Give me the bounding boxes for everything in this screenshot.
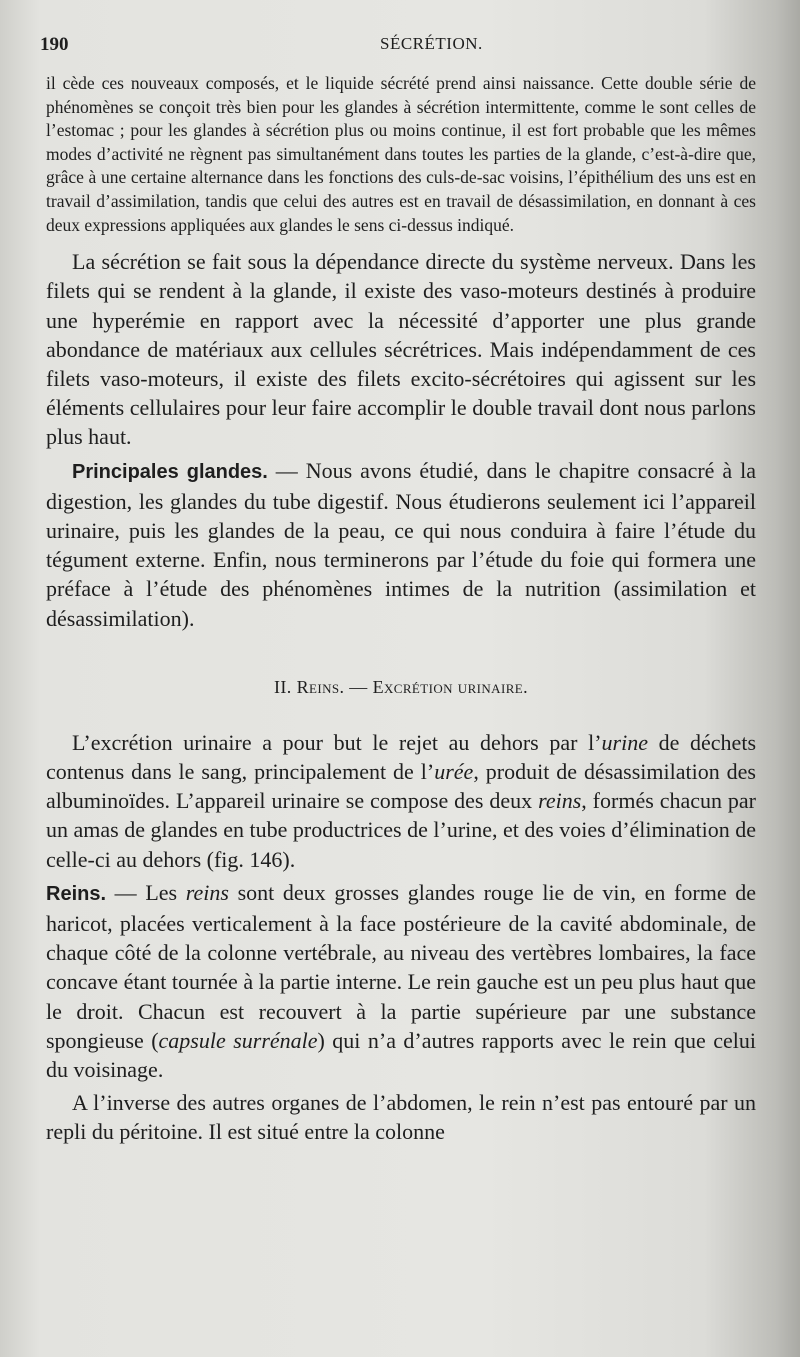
text-run: de déchets contenus dans le sang, principalement de l’ <box>46 729 757 784</box>
section-number: II. <box>273 676 292 697</box>
paragraph-continuation: il cède ces nouveaux composés, et le liquide sécrété prend ainsi naissance. Cette double série de phénomènes se conçoit très bien pour les glandes à sécrétion intermittente, comme le sont celles de l’estomac ; pour les glandes à sécrétion plus ou moins continue, il est fort probable que les mêmes modes d’activité ne règnent pas simultanément dans toutes les parties de la glande, c’est-à-dire que, grâce à une certaine alternance dans les fonctions des culs-de-sac voisins, l’épithélium des uns est en travail d’assimilation, tandis que celui des autres est en travail de désassimilation, en donnant à ces deux expressions appliquées aux glandes le sens ci-dessus indiqué. <box>46 73 756 235</box>
paragraph-principal-glands <box>46 456 756 633</box>
text-run: L’excrétion urinaire a pour but le rejet au dehors par l’ <box>72 729 602 755</box>
run-in-heading-reins: Reins. <box>46 882 107 905</box>
italic-term-reins: reins <box>538 788 582 814</box>
paragraph-peritoneum: A l’inverse des autres organes de l’abdomen, le rein n’est pas entouré par un repli du péritoine. Il est situé entre la colonne <box>46 1090 756 1145</box>
page-number: 190 <box>40 34 69 55</box>
section-title-excretion: Excrétion urinaire. <box>372 676 529 697</box>
italic-term-capsule: capsule surrénale <box>158 1027 318 1053</box>
text-run: — Les <box>106 879 186 905</box>
italic-term-uree: urée <box>434 759 474 784</box>
section-heading <box>46 677 756 698</box>
paragraph-urinary-excretion <box>46 728 756 874</box>
run-in-heading-principal-glands: Principales glandes. <box>72 460 268 483</box>
text-run: ) qui n’a d’autres rapports avec le rein que celui du voisinage. <box>46 1027 756 1083</box>
italic-term-reins: reins <box>185 879 229 905</box>
text-run: sont deux grosses glandes rouge lie de vin, en forme de haricot, placées verticalement à la face postérieure de la cavité abdominale, de chaque côté de la colonne vertébrale, au niveau des vertèbres lombaires, la face concave étant tournée à la partie interne. Le rein gauche est un peu plus haut que le droit. Chacun est recouvert à la partie supérieure par une substance spongieuse ( <box>46 879 757 1053</box>
running-title: SÉCRÉTION. <box>380 34 483 53</box>
italic-term-urine: urine <box>601 729 648 755</box>
paragraph-reins <box>46 878 756 1084</box>
paragraph-nervous-system: La sécrétion se fait sous la dépendance directe du système nerveux. Dans les filets qui se rendent à la glande, il existe des vaso-moteurs destinés à produire une hyperémie en rapport avec la nécessité d’apporter une plus grande abondance de matériaux aux cellules sécrétrices. Mais indépendamment de ces filets vaso-moteurs, il existe des filets excito-sécrétoires qui agissent sur les éléments cellulaires pour leur faire accomplir le double travail dont nous parlons plus haut. <box>46 249 756 450</box>
page-body <box>46 72 756 1147</box>
section-title-reins: Reins. <box>296 676 345 697</box>
text-run: , formés chacun par un amas de glandes en tube productrices de l’urine, et des voies d’élimination de celle-ci au dehors (fig. 146). <box>46 788 756 872</box>
text-run: , produit de désassimilation des albuminoïdes. L’appareil urinaire se compose des deux <box>46 759 756 814</box>
page-header <box>40 34 752 60</box>
paragraph-principal-glands-text: — Nous avons étudié, dans le chapitre consacré à la digestion, les glandes du tube digestif. Nous étudierons seulement ici l’appareil urinaire, puis les glandes de la peau, ce qui nous conduira à faire l’étude du tégument externe. Enfin, nous terminerons par l’étude du foie qui formera une préface à l’étude des phénomènes intimes de la nutrition (assimilation et désassimilation). <box>46 457 756 631</box>
section-dash: — <box>344 676 373 697</box>
